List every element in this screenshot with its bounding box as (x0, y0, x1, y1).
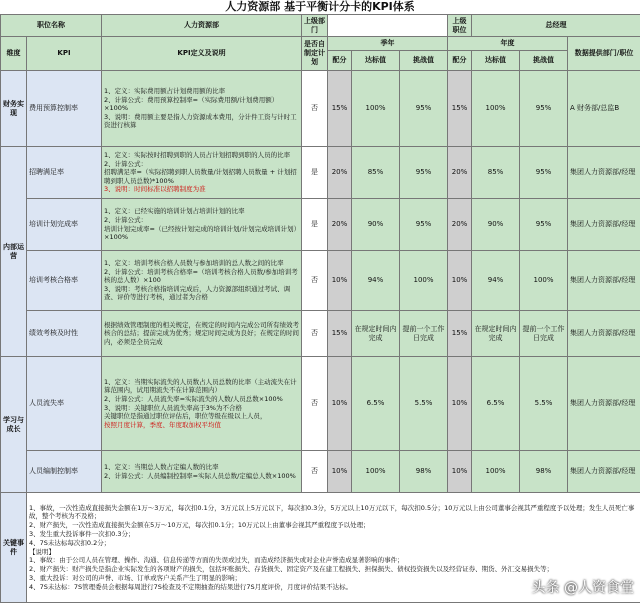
season-target: 6.5% (352, 357, 400, 451)
self-set-value: 是 (302, 147, 328, 199)
dimension-internal: 内部运营 (1, 147, 27, 357)
gm-label: 总经理 (472, 15, 640, 37)
kpi-name: 培训计划完成率 (27, 199, 102, 251)
year-weight: 15% (448, 71, 472, 147)
self-set-value: 否 (302, 311, 328, 357)
kpi-def-header: KPI定义及说明 (102, 37, 302, 71)
kpi-header: KPI (27, 37, 102, 71)
year-challenge-header: 挑战值 (520, 51, 568, 71)
superior-dept-value (328, 15, 448, 37)
kpi-name: 人员流失率 (27, 357, 102, 451)
data-provider: 集团人力资源部/经理 (568, 199, 640, 251)
data-provider: 集团人力资源部/经理 (568, 311, 640, 357)
table-row (1, 147, 640, 199)
year-challenge: 提前一个工作日完成 (520, 311, 568, 357)
season-weight: 20% (328, 199, 352, 251)
kpi-name: 费用预算控制率 (27, 71, 102, 147)
season-challenge: 提前一个工作日完成 (400, 311, 448, 357)
table-row (1, 311, 640, 357)
year-challenge: 95% (520, 147, 568, 199)
year-challenge: 5.5% (520, 357, 568, 451)
table-row (1, 199, 640, 251)
year-weight: 20% (448, 147, 472, 199)
table-row (1, 357, 640, 451)
season-weight-header: 配分 (328, 51, 352, 71)
season-challenge: 95% (400, 71, 448, 147)
provider-header: 数据提供部门/职位 (568, 37, 640, 71)
self-set-header: 是否自制定计划 (302, 37, 328, 71)
self-set-value: 否 (302, 451, 328, 493)
kpi-name: 人员编制控制率 (27, 451, 102, 493)
season-challenge-header: 挑战值 (400, 51, 448, 71)
year-challenge: 95% (520, 199, 568, 251)
data-provider: A 财务部/总监B (568, 71, 640, 147)
kpi-definition: 1、定义：当期实际流失的人员数占人员总数的比率（主动流失在计算范围内，试用期流失不在计算范围内） 2、计算公式：人员流失率=实际流失的人数/人员总数×100% 3、说明：关键职位人员流失率高于3%为不合格 关键职位是指通过职位评估后，职位等级在级以上人员， 按照月度计算，季度、年度取加权平均值 (102, 357, 302, 451)
table-row (1, 251, 640, 311)
year-challenge: 98% (520, 451, 568, 493)
kpi-name: 培训考核合格率 (27, 251, 102, 311)
season-challenge: 95% (400, 199, 448, 251)
year-target: 100% (472, 71, 520, 147)
self-set-value: 是 (302, 199, 328, 251)
table-row (1, 71, 640, 147)
season-weight: 10% (328, 251, 352, 311)
superior-dept-label: 上级部门 (302, 15, 328, 37)
season-target: 在规定时间内完成 (352, 311, 400, 357)
season-weight: 20% (328, 147, 352, 199)
table-row (1, 451, 640, 493)
kpi-definition: 1、定义：实际按时招聘到职的人员占计划招聘到职的人员的比率 2、计算公式： 招聘满足率=（实际招聘到职人员数量/计划招聘人员数量 + 计划招聘到职人员总数)*100% 3、说明：时间标准以招聘制度为准 (102, 147, 302, 199)
year-weight: 10% (448, 357, 472, 451)
data-provider: 集团人力资源部/经理 (568, 451, 640, 493)
kpi-definition: 1、定义：当期总人数占定编人数的比率 2、计算公式：人员编制控制率=实际人员总数/定编总人数×100% (102, 451, 302, 493)
year-challenge: 95% (520, 71, 568, 147)
year-target: 94% (472, 251, 520, 311)
kpi-name: 绩效考核及时性 (27, 311, 102, 357)
year-challenge: 100% (520, 251, 568, 311)
season-challenge: 100% (400, 251, 448, 311)
year-target-header: 达标值 (472, 51, 520, 71)
season-target: 100% (352, 71, 400, 147)
year-target: 在规定时间内完成 (472, 311, 520, 357)
key-events-content: 1、事故，一次性造成直接损失金额在1万～3万元，每次扣0.1分，3万元以上5万元以下，每次扣0.3分，5万元以上10万元以下，每次扣0.5分；10万元以上由公司董事会视其严重程度予以处理；发生人员死亡事故，整个考核为不及格； 2、财产损失，一次性造成直接损失金额在5万～10万元，每次扣0.1分；10万元以上由董事会视其严重程度予以处理； 3、发生重大投诉事件一次扣0.3分； 4、7S未达标每次扣0.2分； 【说明】 1、事故：由于公司人员在管理、操作、沟通、信息传递等方面的失误或过失，而造成经济损失或对企业声誉造成显著影响的事件； 2、财产损失：财产损失是指企业实际发生的各项财产的损失，包括坏账损失、存货损失、固定资产及在建工程损失、担保损失、债权投资损失以及经营证券、期货、外汇交易损失等； 3、重大投诉：对公司的声誉、市场、订单或客户关系产生了明显的影响； 4、7S未达标：7S管理委员会根据每周进行7S检查及不定期抽查的结果进行7S月度评价，月度评价结果不达标。 (27, 493, 640, 603)
dimension-header: 维度 (1, 37, 27, 71)
year-target: 6.5% (472, 357, 520, 451)
season-target: 100% (352, 451, 400, 493)
superior-position-label: 上级职位 (448, 15, 472, 37)
data-provider: 集团人力资源部/经理 (568, 147, 640, 199)
kpi-definition: 1、定义：已经实施的培训计划占培训计划的比率 2、计算公式： 培训计划完成率=（已经按计划完成的培训计划/计划完成培训计划）×100% (102, 199, 302, 251)
self-set-value: 否 (302, 71, 328, 147)
position-name-label: 职位名称 (1, 15, 102, 37)
year-target: 85% (472, 147, 520, 199)
year-target: 90% (472, 199, 520, 251)
season-challenge: 95% (400, 147, 448, 199)
year-weight-header: 配分 (448, 51, 472, 71)
sheet-title: 人力资源部 基于平衡计分卡的KPI体系 (225, 0, 415, 13)
year-target: 100% (472, 451, 520, 493)
self-set-value: 否 (302, 251, 328, 311)
dimension-learning: 学习与成长 (1, 357, 27, 493)
dimension-finance: 财务实现 (1, 71, 27, 147)
season-header: 季年 (328, 37, 448, 51)
year-weight: 15% (448, 311, 472, 357)
kpi-name: 招聘满足率 (27, 147, 102, 199)
season-weight: 15% (328, 71, 352, 147)
watermark: 头条 @人资食堂 (531, 580, 634, 596)
year-header: 年度 (448, 37, 568, 51)
position-name-value: 人力资源部 (102, 15, 302, 37)
season-challenge: 5.5% (400, 357, 448, 451)
season-target: 94% (352, 251, 400, 311)
data-provider: 集团人力资源部/经理 (568, 357, 640, 451)
year-weight: 20% (448, 199, 472, 251)
kpi-table (0, 14, 640, 603)
kpi-definition: 1、定义：实际费用额占计划费用额的比率 2、计算公式：费用预算控制率=（实际费用额/计划费用额）×100% 3、说明：费用额主要是指人力资源成本费用，分计件工资与计时工资进行核算 (102, 71, 302, 147)
key-events-label: 关键事件 (1, 493, 27, 603)
season-weight: 15% (328, 311, 352, 357)
season-target-header: 达标值 (352, 51, 400, 71)
season-challenge: 98% (400, 451, 448, 493)
year-weight: 10% (448, 451, 472, 493)
kpi-definition: 根据绩效管理制度的相关规定，在规定的时间内完成公司所有绩效考核合的总结；提前完成为优秀；规定时间完成为良好；在规定的时间内，必须是全员完成 (102, 311, 302, 357)
self-set-value: 否 (302, 357, 328, 451)
data-provider: 集团人力资源部/经理 (568, 251, 640, 311)
season-weight: 10% (328, 357, 352, 451)
year-weight: 10% (448, 251, 472, 311)
season-weight: 10% (328, 451, 352, 493)
kpi-definition: 1、定义：培训考核合格人员数与参加培训的总人数之间的比率 2、计算公式：培训考核合格率=（培训考核合格人员数/参加培训考核的总人数）×100 3、说明：考核合格指培训完成后，人力资源部组织通过考试、调查、评价等进行考核，通过者为合格 (102, 251, 302, 311)
season-target: 90% (352, 199, 400, 251)
season-target: 85% (352, 147, 400, 199)
